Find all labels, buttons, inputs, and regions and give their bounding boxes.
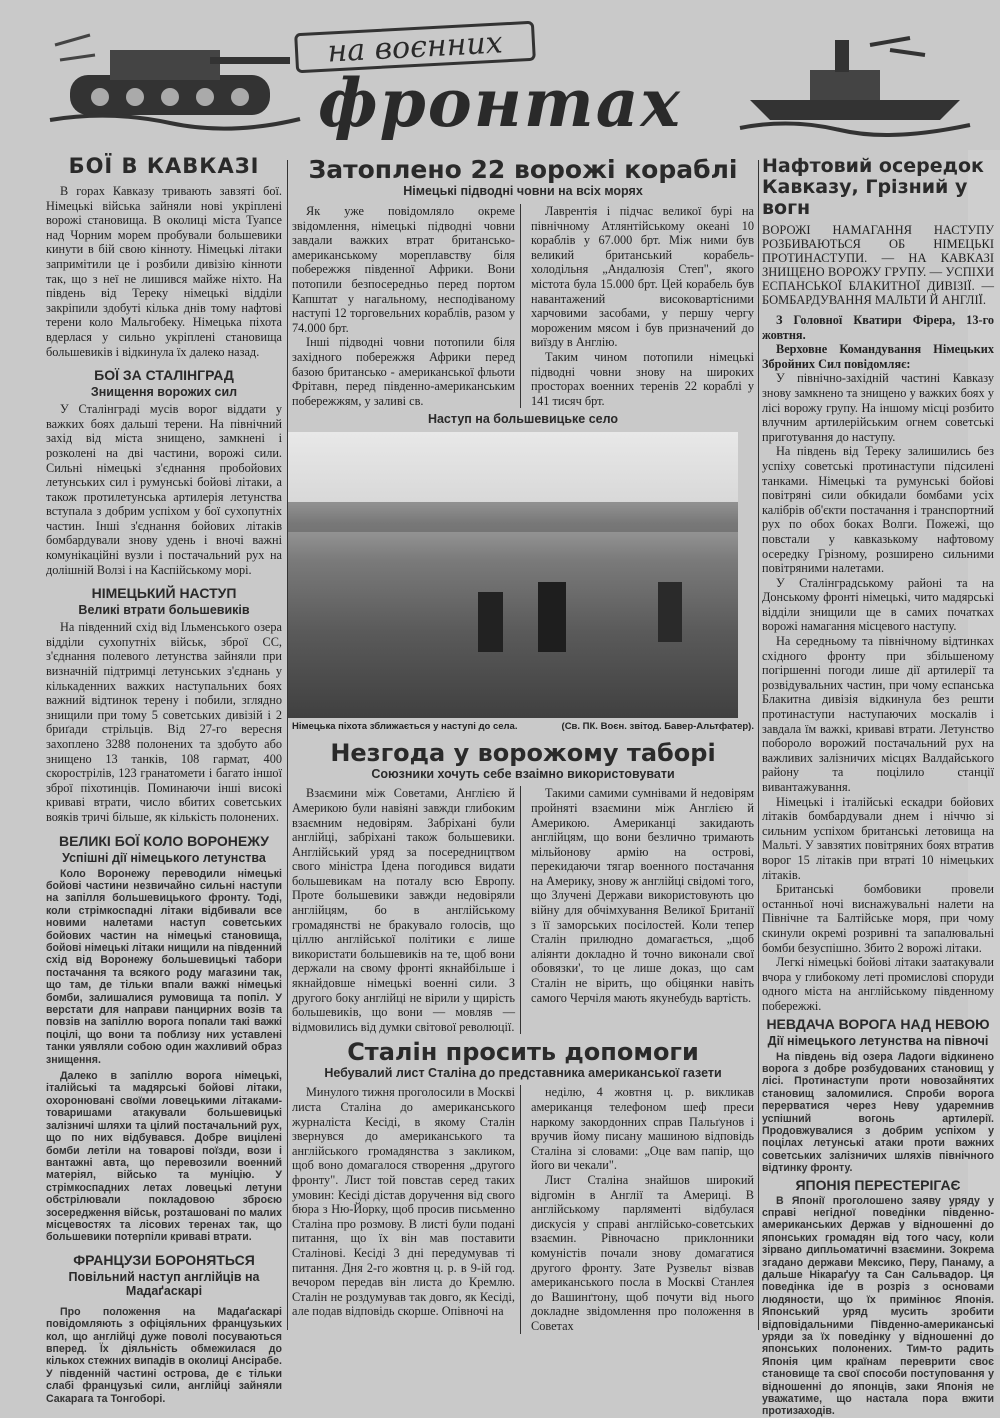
article-paragraph: Лист Сталіна знайшов широкий відгомін в Англії та Америці. В англійському парляменті відбулася дискусія у справі англійсько-советських взаємин. Рівночасно приклонники комуністів почали знову домагатися другого фронту. Зате Рузвельт візвав американського посла в Москві Станлея до Вашинґтону, щоб почути від нього докладне звідомлення про положення в Советах [531,1172,754,1333]
article-paragraph: Такими самими сумнівами й недовірям пройняті взаємини між Англією й Америкою. Американці закидають англійцям, що вони безлично тримають мільйонову армію на острові, перекидаючи тягар военного постачання на Америку, знову ж англійці свідомі того, що Злучені Держави використовують цю війну для обчімхування Великої Британії з її заморських посілостей. Коли тепер Сталін прилюдно домагається, „щоб аліянти докладно й точно виконали свої обовязки', то це лише доказ, що сам Сталін не вірить, що обіцянки навіть самого Черчіля мають якунебудь вартість. [531,786,754,1005]
article-column [292,1085,521,1333]
article-summary: ВОРОЖІ НАМАГАННЯ НАСТУПУ РОЗБИВАЮТЬСЯ ОБ НІМЕЦЬКІ ПРОТИНАСТУПИ. — НА КАВКАЗІ ЗНИЩЕНО ВОРОЖУ ГРУПУ. — УСПІХИ ЕСПАНСЬКОЇ БЛАКИТНОЇ ДИВІЗІЇ. — БОМБАРДУВАННЯ МАЛЬТИ Й АНГЛІЇ. [762,223,994,307]
article-title: Затоплено 22 ворожі кораблі [308,155,738,184]
article-paragraph: Таким чином потопили німецькі підводні човни знову на широких просторах военних теренів 22 кораблі у 141 тисяч брт. [531,349,754,408]
photo-title: Наступ на большевицьке село [427,412,619,427]
article-subtitle: Німецькі підводні човни на всіх морях [403,184,643,198]
article-paragraph: На південь від Тереку залишились без успіху советські протинаступи підсилені танками. Німецькі та румунські бойові повітряні сили обкидали бомбами усіх калібрів об'єкти постачання і транспортний рух по обох боках Волги. Пожежі, що повстали у кавказькому нафтовому осередку Грізному, розширено сильними повітряними налетами. [762,444,994,576]
article-title: Нафтовий осередок Кавказу, Грізний у вогн [762,155,984,219]
article-stalin-asks-help [292,1038,754,1333]
article-title: БОЇ ЗА СТАЛІНГРАД [94,367,234,384]
article-subtitle: Союзники хочуть себе взаімно використовувати [371,767,675,782]
article-title: ВЕЛИКІ БОЇ КОЛО ВОРОНЕЖУ [59,832,269,849]
photo-caption-row [292,721,754,733]
right-column [762,152,994,1418]
column-divider [758,160,759,1330]
article-column [531,786,754,1034]
article-madagascar [46,1252,282,1405]
left-column [46,152,282,1405]
article-stalingrad [46,367,282,577]
article-paragraph: Легкі німецькі бойові літаки заатакували вчора у глибокому леті промислові споруди одного міста на англійському південному побережжі. [762,955,994,1013]
article-subtitle: Успішні дії німецького летунства [62,850,266,865]
article-column [292,786,521,1034]
article-paragraph: В горах Кавказу тривають завзяті бої. Німецькі війська зайняли нові укріплені ворожі становища. В околиці міста Туапсе над Чорним морем пробували большевики кинути в бій свою кінноту. Німецькі літаки запримітили це і розбили дивізію кінноти так, що з неї не лишився майже ніхто. На південь від Тереку німецькі відділи закріпили здобуті кілька днів тому нафтові терени коло Мальгобеку. Німецька піхота вдерлася у сильно укріплені становища большевиків і відкинула їх далеко назад. [46,184,282,359]
masthead-title: фронтах [318,64,682,142]
article-column [531,204,754,408]
article-neva [762,1016,994,1175]
article-title: Сталін просить допомоги [347,1038,699,1067]
article-dateline: З Головної Кватири Фірера, 13-го жовтня. [762,313,994,342]
center-column [292,152,754,1334]
article-paragraph: У Сталінграді мусів ворог віддати у важких боях дальші терени. На північний захід від міста знищено, замкнені і розколені на дві частини, ворожі сили. Сильні німецькі з'єднання пробойових летунських сил і румунські бойові літаки, а також протилетунська артилерія летунства вступала з добрим успіхом у бої сухопутніх частин. Інші з'єднання бойових літаків бомбардували знову удень і вночі важні комунікаційні вузли і постачальний рух на долішній Волзі і на Каспійському морі. [46,402,282,577]
article-paragraph: Лаврентія і підчас великої бурі на північному Атлянтійському океані 10 кораблів у 67.000 брт. Між ними був великий британський корабель-холодільня „Андалюзія Степ", якого містота була 15.000 брт. Цей корабель був навантажений високовартісними харчовими засобами, у першу чергу мороженим мясом і був призначений до виїзду в Англію. [531,204,754,350]
masthead-top-text: на воєнних [326,24,504,70]
article-paragraph: Інші підводні човни потопили біля західного побережжя Африки перед базою британсько - американської фльоти Фрітавн, перед південно-американським побережжям, у заливі св. [292,335,515,408]
article-paragraph: На середньому та північному відтинках східного фронту при збільшеному погіршенні погоди лише дії артилерії та розвідувальних частин, при чому еспанська Блакитна дивізія відкинула без решти протинаступи наступаючих москалів і завдала їм важкі, криваві втрати. Летунство побороло ворожий постачальний рух на важливих залізничих місцях Валдайського району та поцілило станції вивантажування. [762,634,994,794]
column-divider [287,160,288,1330]
article-paragraph: Британські бомбовики провели останньої ночі виснажувальні налети на Північне та Балтійське моря, при чому скинули окремі розривні та запалювальні бомби безуспішно. Збито 2 ворожі літаки. [762,882,994,955]
article-paragraph: На південь від озера Ладоги відкинено ворога з добре розбудованих становищ у лісі. Протинаступи проти новозайнятих становищ заломилися. Спроби ворога перерватися через Неву ударемнив успішний вогонь артилерії. Продовжувалися з добрим успіхом у поцілах летунські атаки проти важних советських залізничих шляхів північного відтинку фронту. [762,1050,994,1175]
article-voronezh [46,833,282,1244]
article-paragraph: Німецькі і італійські ескадри бойових літаків бомбардували днем і ніччю зі сильним успіхом британські летовища на Мальті. У завзятих повітряних боях втратив ворог 15 літаків при втраті 10 німецьких літаків. [762,794,994,882]
article-grozny [762,156,994,1014]
article-title: ЯПОНІЯ ПЕРЕСТЕРІГАЄ [795,1176,961,1193]
photo-credit: (Св. ПК. Воєн. звітод. Бавер-Альтфатер). [561,721,754,733]
article-paragraph: Далеко в запіллю ворога німецькі, італійські та мадярські бойові літаки, охоронювані своїми ловецькими літаками-товаришами атакували большевицькі залізничі шляхи та цілий постачальний рух, що по них відбувався. Добре вицілені бомби летіли на товарові поїзди, вози і вантажні авта, що перевозили военний матеріял, військо та муніцію. У стрімкоспадних летах ловецькі летуни обстрілювали покладовою зброєю зосередження військ, розташовані по малих місцевостях та лісових теренах так, що большевики потерпіли криваві втрати. [46,1070,282,1244]
article-enemy-discord [292,739,754,1034]
photo-infantry-village [288,432,738,718]
article-german-offensive [46,585,282,824]
article-paragraph: Минулого тижня проголосили в Москві листа Сталіна до американського журналіста Кесіді, в якому Сталін звернувся до американського та англійського громадянства з закликом, щоб воно домагалося створення „другого фронту". Лист той повстав серед таких умовин: Кесіді дістав доручення від свого бюра з Ню-Йорку, щоб просив письменно Сталіна про розмову. В листі були подані питання, що їх він мав поставити Сталінові. Кесіді 3 дні передумував ті питання. Дня 2-го жовтня ц. р. в 9-ій год. вечором передав він листа до Кремлю. Сталін не роздумував так довго, як Кесіді, але подав відповідь скорше. Опівночі на [292,1085,515,1319]
photo-block [292,412,754,733]
article-intro: Верховне Командування Німецьких Збройних Сил повідомляє: [762,342,994,371]
article-subtitle: Дії німецького летунства на півночі [767,1033,989,1048]
article-title: Незгода у ворожому таборі [330,739,716,768]
warship-illustration-icon [740,20,970,135]
article-title: БОЇ В КАВКАЗІ [68,154,260,178]
article-paragraph: В Японії проголошено заяву уряду у справі негідної поведінки південно-американських Держав у відношенні до японських громадян від того часу, коли зірвано дипльоматичні взаємини. Зокрема згадано держави Мексико, Перу, Панаму, а дальше Нікараґуу та Сан Сальвадор. Ця поведінка іде в розріз з основами людяности, що їх примінює Японія. Японський уряд мусить зробити відповідальними Південно-американські уряди за їх поведінку у відношенні до японських полонених. Тим-то радить Японія цим країнам переврити своє становище та свої способи поступовання у відношенні до японців, заки Японія не уважатиме, що настала пора вжити протизаходів. [762,1194,994,1418]
masthead [40,5,1000,150]
article-paragraph: У Сталінградському районі та на Донському фронті німецькі, чито мадярські відділи знищили ще в самих початках ворожі намагання місцевого наступу. [762,575,994,634]
article-subtitle: Небувалий лист Сталіна до представника американської газети [324,1066,722,1081]
article-japan-warns [762,1177,994,1418]
article-paragraph: Як уже повідомляло окреме звідомлення, німецькі підводні човни завдали важких втрат британсько-американському мореплавству біля побережжя південної Африки. Вони потопили безпосередньо перед портом Капштат у нагальному, несподіваному наступі 12 торговельних кораблів, разом у 74.000 брт. [292,204,515,335]
article-subtitle: Великі втрати большевиків [78,603,250,618]
article-paragraph: Про положення на Мадаґаскарі повідомляють з офіціяльних французьких кол, що англійці дуже поволі посуваються вперед. Їх діяльність обмежилася до кількох стежних випадів в околиці Ансірабе. У південній частині острова, де є тільки слабі французькі сили, англійці зайняли Сакарага та Тонгоборі. [46,1305,282,1405]
article-ships-sunk [292,155,754,408]
article-paragraph: У північно-західній частині Кавказу знову замкнено та знищено у важких боях у лісі ворожу групу. На іншому місці розбито влучним артилерійським огнем советські приготування до наступу. [762,371,994,444]
article-paragraph: Коло Воронежу переводили німецькі бойові частини незвичайно сильні наступи на запілля большевицького фронту. Тоді, коли стрімкоспадні літаки відбивали все новими налетами наступ советських бойових частин на німецькі становища, бойові німецькі літаки нищили на південний схід від Воронежу большевицькі табори постачання та всякого роду магазини так, що там, де тільки впали важкі німецькі бомби, залишалися румовища та попіл. У верстати для направи панцирних возів та повзів на запіллю ворога попали такі важкі поцілі, що вони та поблизу них уставлені танки уявляли собою один жахливий образ знищення. [46,867,282,1066]
article-column [531,1085,754,1333]
tank-illustration-icon [50,15,300,135]
article-column [292,204,521,408]
article-title: НІМЕЦЬКИЙ НАСТУП [91,585,237,602]
article-paragraph: Взаємини між Советами, Англією й Америкою були навіяні завжди глибоким взаємним недовірям. Забріхані були англійці, забріхані також большевики. Англійський уряд за посередництвом свого міністра Ідена погодився видати большевикам на поталу всю Европу. Проте большевики завжди недовіряли англійцям, бо в англійському громадянстві не бракувало голосів, що ціллю англійської політики є лише використати большевиків на те, щоб вони держали на свому фронті якнайбільше і якнайдовше німецькі военні сили. З другого боку англійці не вірили у щирість большевиків, що вони — мовляв — відмовились від думки світової революції. [292,786,515,1034]
article-subtitle: Повільний наступ англійців на Мадаґаскарі [68,1269,260,1298]
article-subtitle: Знищення ворожих сил [90,385,238,400]
article-boi-v-kavkazi [46,154,282,359]
article-title: ФРАНЦУЗИ БОРОНЯТЬСЯ [73,1251,255,1268]
article-title: НЕВДАЧА ВОРОГА НАД НЕВОЮ [766,1015,990,1032]
photo-caption: Німецька піхота зближається у наступі до села. [292,721,518,733]
article-paragraph: На південний схід від Ільменського озера відділи сухопутніх військ, зброї СС, з'єднання полевого летунства зайняли при визначній підтримці летунських з'єднань у кількаденних важких наступальних боях важний відтинок терену і побили, зглядно знищили при тому 5 советських дивізій і 2 бриґади стрільців. Від 27-го вересня захоплено 3288 полонених та здобуто або знищено 13 танків, 108 гармат, 400 скорострілів, 123 гранатомети і багато іншої зброї піхотинців. Поминаючи інші високі криваві втрати, число вбитих советських вояків тричі більше, як кількість полонених. [46,620,282,824]
article-paragraph: неділю, 4 жовтня ц. р. викликав американця телефоном шеф преси наркому закордонних справ Пальґунов і вручив йому писану машиною відповідь Сталіна зі словами: „Оце вам папір, що його ви чекали". [531,1085,754,1173]
